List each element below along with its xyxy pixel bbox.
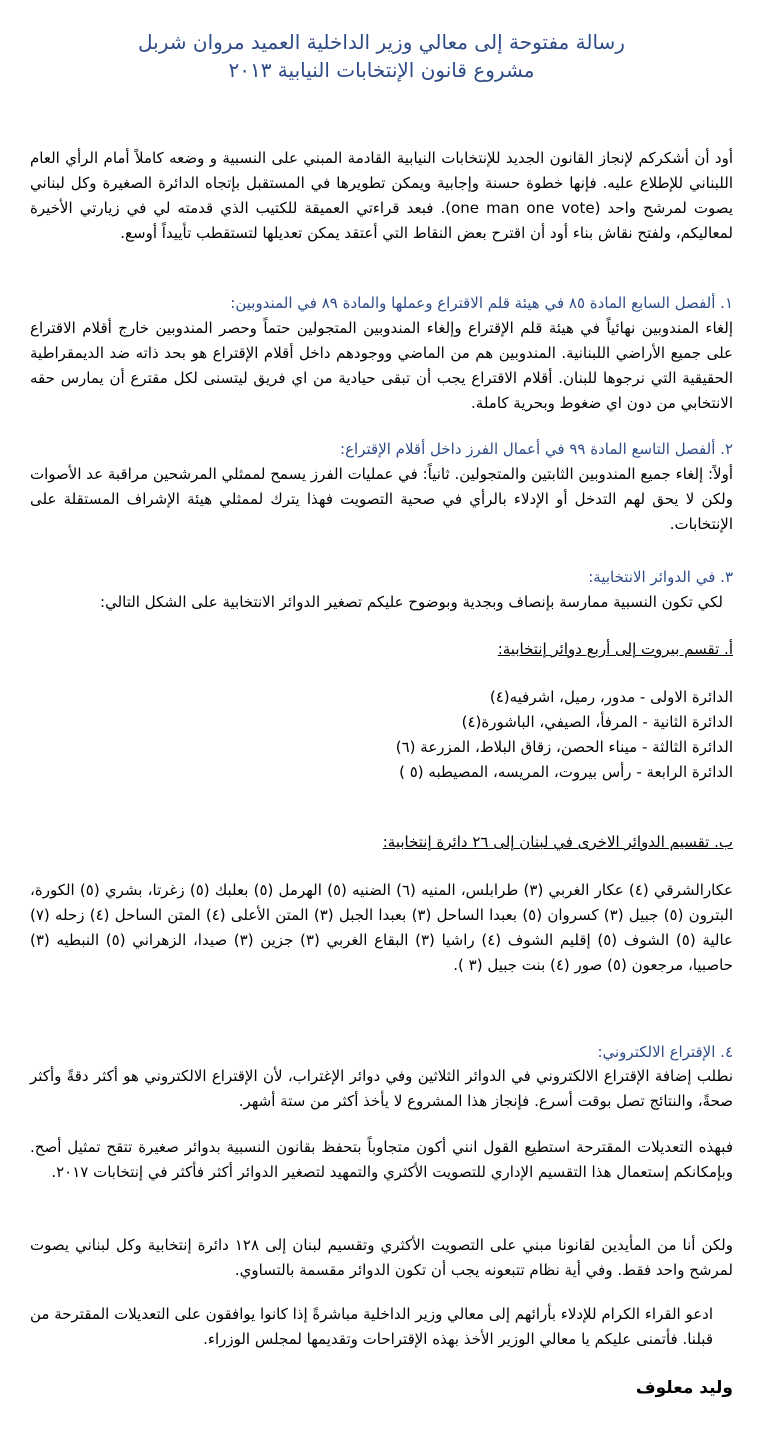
beirut-district-3: الدائرة الثالثة - ميناء الحصن، زقاق البلاط، المزرعة (٦)	[395, 738, 733, 756]
section-4-body: نطلب إضافة الإقتراع الالكتروني في الدوائر الثلاثين وفي دوائر الإغتراب، لأن الإقتراع الالكتروني هو أكثر دقةً وأكثر صحةً، والنتائج تصل بوقت أسرع. فإنجاز هذا المشروع لا يأخذ أكثر من ستة أشهر.	[30, 1067, 733, 1110]
section-3-heading: ٣. في الدوائر الانتخابية:	[588, 568, 733, 586]
signature: وليد معلوف	[635, 1378, 733, 1398]
letter-title	[60, 28, 703, 84]
section-1-heading: ١. ألفصل السابع المادة ٨٥ في هيئة قلم الاقتراع وعملها والمادة ٨٩ في المندوبين:	[230, 294, 733, 312]
section-1-body: إلغاء المندوبين نهائياً في هيئة قلم الإقتراع وإلغاء المندوبين المتجولين حتماً وحصر المندوبين خارج أقلام الاقتراع على جميع الأراضي اللبنانية. المندوبين هم من الماضي ووجودهم داخل أقلام الإقتراع هو بحد ذاته ضد الديمقراطية الحقيقية التي نرجوها للبنان. أقلام الاقتراع يجب أن تبقى حيادية من اي فريق ليتسنى لكل مقترع أن يمارس حقه الانتخابي من دون اي ضغوط وبحرية كاملة.	[30, 319, 733, 412]
section-4-heading: ٤. الإقتراع الالكتروني:	[597, 1043, 733, 1061]
section-2-heading: ٢. ألفصل التاسع المادة ٩٩ في أعمال الفرز داخل أقلام الإقتراع:	[340, 440, 733, 458]
beirut-district-1: الدائرة الاولى - مدور، رميل، اشرفيه(٤)	[489, 688, 733, 706]
conclusion-paragraph-2: ولكن أنا من المأيدين لقانونا مبني على التصويت الأكثري وتقسيم لبنان إلى ١٢٨ دائرة إنتخابية وكل لبناني يصوت لمرشح واحد فقط. وفي أية نظام تتبعونه يجب أن تكون الدوائر مقسمة بالتساوي.	[30, 1236, 734, 1279]
section-3-sub-b: ب. تقسيم الدوائر الاخرى في لبنان إلى ٢٦ دائرة إنتخابية:	[382, 833, 733, 851]
section-2-body: أولاً: إلغاء جميع المندوبين الثابتين والمتجولين. ثانياً: في عمليات الفرز يسمح لممثلي المرشحين مراقبة عد الأصوات ولكن لا يحق لهم التدخل أو الإدلاء بالرأي في صحية التصويت فهذا يترك لممثلي هيئة الإشراف المستقلة على الإنتخابات.	[30, 465, 733, 533]
section-3-sub-a: أ. تقسم بيروت إلى أربع دوائر إنتخابية:	[497, 640, 733, 658]
conclusion-paragraph-3: ادعو القراء الكرام للإدلاء بأرائهم إلى معالي وزير الداخلية مباشرةً إذا كانوا يوافقون على التعديلات المقترحة من قبلنا. فأتمنى عليكم يا معالي الوزير الأخذ بهذه الإقتراحات وتقديمها لمجلس الوزراء.	[30, 1305, 713, 1348]
beirut-district-2: الدائرة الثانية - المرفأ، الصيفي، الباشورة(٤)	[461, 713, 733, 731]
section-3-intro: لكي تكون النسبية ممارسة بإنصاف وبجدية وبوضوح عليكم تصغير الدوائر الانتخابية على الشكل التالي:	[100, 593, 723, 611]
intro-paragraph: أود أن أشكركم لإنجاز القانون الجديد للإنتخابات النيابية القادمة المبني على النسبية و وضعه كاملاً أمام الرأي العام اللبناني للإطلاع عليه. فإنها خطوة حسنة وإجابية ويمكن تطويرها في المستقبل بإتجاه الدائرة الصغيرة وكل لبناني يصوت لمرشح واحد (one man one vote). فبعد قراءتي العميقة للكتيب الذي قدمته لي في زيارتي الأخيرة لمعاليكم، ولفتح نقاش بناء أود أن اقترح بعض النقاط التي أعتقد يمكن تعديلها لتستقطب تأييداً أوسع.	[30, 149, 733, 242]
title-line-1: رسالة مفتوحة إلى معالي وزير الداخلية العميد مروان شربل	[138, 30, 625, 54]
other-districts: عكارالشرقي (٤) عكار الغربي (٣) طرابلس، المنيه (٦) الضنيه (٥) الهرمل (٥) بعلبك (٥) زغرتا، بشري (٥) الكورة، البترون (٥) جبيل (٣) كسروان (٥) بعبدا الساحل (٣) بعبدا الجبل (٣) المتن الأعلى (٤) المتن الساحل (٤) زحله (٧) عالية (٥) الشوف (٥) إقليم الشوف (٤) راشيا (٣) البقاع الغربي (٣) جزين (٣) صيدا، الزهراني (٥) النبطيه (٣) حاصبيا، مرجعون (٥) صور (٤) بنت جبيل (٣ ).	[30, 881, 733, 974]
beirut-district-4: الدائرة الرابعة - رأس بيروت، المريسه، المصيطبه (٥ )	[399, 763, 733, 781]
title-line-2: مشروع قانون الإنتخابات النيابية ٢٠١٣	[228, 58, 535, 82]
conclusion-paragraph-1: فبهذه التعديلات المقترحة استطيع القول انني أكون متجاوباً بتحفظ بقانون النسبية بدوائر صغيرة تتقح تمثيل أصح. وبإمكانكم إستعمال هذا التقسيم الإداري للتصويت الأكثري والتمهيد لتصغير الدوائر أكثر فأكثر في إنتخابات ٢٠١٧.	[30, 1138, 733, 1181]
